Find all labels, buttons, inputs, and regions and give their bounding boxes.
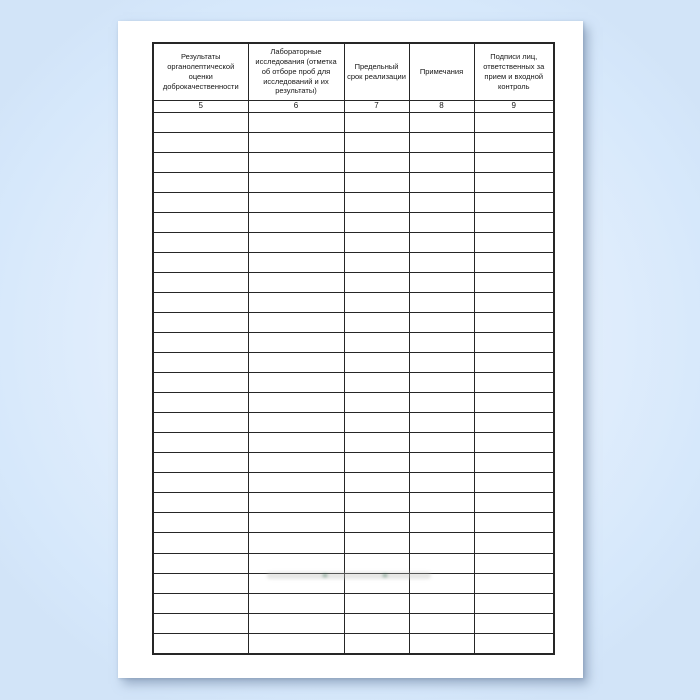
column-header: Подписи лиц, ответственных за прием и входной контроль	[474, 43, 554, 100]
empty-cell	[474, 353, 554, 373]
table-row	[153, 312, 554, 332]
table-row	[153, 633, 554, 654]
empty-cell	[409, 413, 474, 433]
empty-cell	[474, 453, 554, 473]
empty-cell	[474, 573, 554, 593]
empty-cell	[474, 272, 554, 292]
empty-cell	[153, 473, 248, 493]
empty-cell	[248, 272, 344, 292]
table-row	[153, 232, 554, 252]
empty-cell	[474, 493, 554, 513]
empty-cell	[474, 312, 554, 332]
empty-cell	[248, 192, 344, 212]
empty-cell	[409, 633, 474, 654]
watermark-artifact	[267, 572, 431, 579]
empty-cell	[344, 433, 409, 453]
empty-cell	[153, 433, 248, 453]
column-number: 5	[153, 100, 248, 112]
column-header: Предельный срок реализации	[344, 43, 409, 100]
empty-cell	[344, 132, 409, 152]
table-row	[153, 533, 554, 553]
empty-cell	[153, 513, 248, 533]
empty-cell	[344, 172, 409, 192]
empty-cell	[153, 593, 248, 613]
empty-cell	[153, 292, 248, 312]
empty-cell	[248, 292, 344, 312]
column-header: Результаты органолептической оценки доброкачественности	[153, 43, 248, 100]
empty-cell	[474, 172, 554, 192]
document-page	[118, 21, 583, 678]
empty-cell	[409, 513, 474, 533]
column-number: 9	[474, 100, 554, 112]
empty-cell	[474, 413, 554, 433]
table-row	[153, 252, 554, 272]
empty-cell	[409, 272, 474, 292]
empty-cell	[409, 212, 474, 232]
empty-cell	[344, 333, 409, 353]
empty-cell	[474, 433, 554, 453]
table-row	[153, 272, 554, 292]
empty-cell	[474, 633, 554, 654]
empty-cell	[248, 373, 344, 393]
empty-cell	[409, 252, 474, 272]
empty-cell	[153, 192, 248, 212]
table-row	[153, 132, 554, 152]
empty-cell	[474, 593, 554, 613]
table-row	[153, 353, 554, 373]
table-row	[153, 292, 554, 312]
empty-cell	[409, 152, 474, 172]
empty-cell	[344, 192, 409, 212]
empty-cell	[344, 413, 409, 433]
empty-cell	[344, 252, 409, 272]
empty-cell	[153, 252, 248, 272]
empty-cell	[344, 292, 409, 312]
empty-cell	[409, 172, 474, 192]
empty-cell	[409, 192, 474, 212]
empty-cell	[344, 613, 409, 633]
empty-cell	[153, 493, 248, 513]
empty-cell	[409, 232, 474, 252]
empty-cell	[248, 152, 344, 172]
empty-cell	[474, 152, 554, 172]
empty-cell	[409, 493, 474, 513]
empty-cell	[474, 473, 554, 493]
empty-cell	[409, 533, 474, 553]
empty-cell	[153, 533, 248, 553]
empty-cell	[153, 272, 248, 292]
empty-cell	[248, 433, 344, 453]
empty-cell	[344, 212, 409, 232]
table-row	[153, 413, 554, 433]
empty-cell	[344, 232, 409, 252]
empty-cell	[248, 353, 344, 373]
empty-cell	[153, 413, 248, 433]
empty-cell	[344, 533, 409, 553]
empty-cell	[344, 312, 409, 332]
empty-cell	[248, 553, 344, 573]
empty-cell	[344, 353, 409, 373]
empty-cell	[409, 132, 474, 152]
empty-cell	[248, 473, 344, 493]
table-row	[153, 453, 554, 473]
empty-cell	[248, 493, 344, 513]
empty-cell	[409, 613, 474, 633]
empty-cell	[409, 333, 474, 353]
table-row	[153, 473, 554, 493]
empty-cell	[153, 353, 248, 373]
empty-cell	[409, 312, 474, 332]
table-row	[153, 192, 554, 212]
empty-cell	[474, 373, 554, 393]
empty-cell	[409, 393, 474, 413]
empty-cell	[153, 172, 248, 192]
empty-cell	[248, 132, 344, 152]
empty-cell	[474, 613, 554, 633]
empty-cell	[248, 453, 344, 473]
empty-cell	[344, 272, 409, 292]
empty-cell	[248, 172, 344, 192]
empty-cell	[153, 553, 248, 573]
empty-cell	[153, 613, 248, 633]
empty-cell	[248, 393, 344, 413]
empty-cell	[409, 553, 474, 573]
empty-cell	[409, 112, 474, 132]
empty-cell	[409, 292, 474, 312]
empty-cell	[153, 633, 248, 654]
table-row	[153, 373, 554, 393]
table-row	[153, 513, 554, 533]
empty-cell	[474, 132, 554, 152]
empty-cell	[153, 312, 248, 332]
empty-cell	[248, 312, 344, 332]
empty-cell	[153, 212, 248, 232]
empty-cell	[474, 112, 554, 132]
empty-cell	[474, 393, 554, 413]
empty-cell	[248, 413, 344, 433]
column-number: 6	[248, 100, 344, 112]
empty-cell	[248, 633, 344, 654]
table-row	[153, 172, 554, 192]
empty-cell	[409, 353, 474, 373]
empty-cell	[344, 373, 409, 393]
empty-cell	[153, 232, 248, 252]
table-row	[153, 212, 554, 232]
empty-cell	[153, 393, 248, 413]
empty-cell	[474, 192, 554, 212]
empty-cell	[344, 393, 409, 413]
empty-cell	[474, 292, 554, 312]
empty-cell	[344, 473, 409, 493]
empty-cell	[474, 533, 554, 553]
empty-cell	[474, 553, 554, 573]
empty-cell	[153, 373, 248, 393]
column-number: 7	[344, 100, 409, 112]
table-row	[153, 333, 554, 353]
header-row	[153, 43, 554, 100]
column-number-row	[153, 100, 554, 112]
empty-cell	[474, 333, 554, 353]
empty-cell	[153, 112, 248, 132]
empty-cell	[248, 533, 344, 553]
empty-cell	[474, 252, 554, 272]
table-row	[153, 613, 554, 633]
empty-cell	[248, 333, 344, 353]
empty-cell	[344, 453, 409, 473]
table-row	[153, 593, 554, 613]
empty-cell	[344, 553, 409, 573]
empty-cell	[248, 112, 344, 132]
empty-cell	[153, 333, 248, 353]
empty-cell	[409, 433, 474, 453]
empty-cell	[474, 232, 554, 252]
register-table	[152, 42, 555, 655]
empty-cell	[248, 252, 344, 272]
empty-cell	[153, 453, 248, 473]
empty-cell	[153, 152, 248, 172]
empty-cell	[344, 493, 409, 513]
column-number: 8	[409, 100, 474, 112]
empty-cell	[248, 212, 344, 232]
empty-cell	[474, 513, 554, 533]
empty-cell	[248, 232, 344, 252]
empty-cell	[474, 212, 554, 232]
empty-cell	[409, 453, 474, 473]
table-row	[153, 152, 554, 172]
table-row	[153, 553, 554, 573]
empty-cell	[409, 373, 474, 393]
empty-cell	[344, 152, 409, 172]
empty-cell	[409, 593, 474, 613]
column-header: Лабораторные исследования (отметка об отборе проб для исследований и их результаты)	[248, 43, 344, 100]
column-header: Примечания	[409, 43, 474, 100]
empty-cell	[344, 112, 409, 132]
empty-cell	[344, 513, 409, 533]
table-row	[153, 112, 554, 132]
table-row	[153, 433, 554, 453]
empty-cell	[344, 633, 409, 654]
empty-cell	[248, 513, 344, 533]
table-row	[153, 393, 554, 413]
empty-cell	[248, 593, 344, 613]
empty-cell	[344, 593, 409, 613]
empty-cell	[248, 613, 344, 633]
empty-cell	[409, 473, 474, 493]
empty-cell	[153, 573, 248, 593]
table-row	[153, 493, 554, 513]
empty-cell	[153, 132, 248, 152]
